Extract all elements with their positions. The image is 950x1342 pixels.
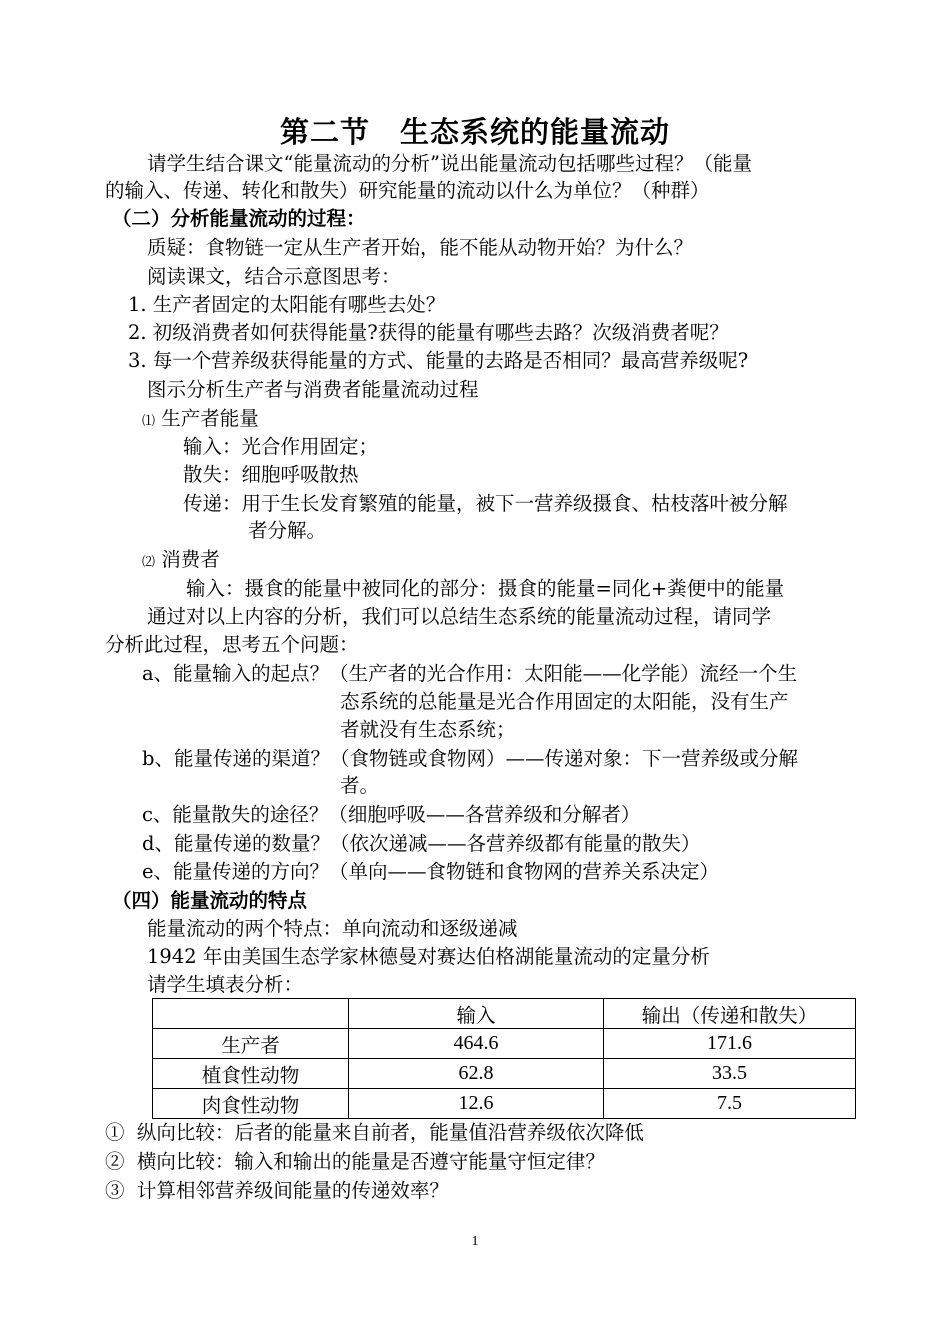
table-row bbox=[153, 1059, 856, 1089]
table-header-row bbox=[153, 999, 856, 1029]
point-e: e、能量传递的方向？（单向——食物链和食物网的营养关系决定） bbox=[142, 860, 720, 883]
note-1: ① 纵向比较：后者的能量来自前者，能量值沿营养级依次降低 bbox=[105, 1121, 644, 1144]
question-text: 质疑：食物链一定从生产者开始，能不能从动物开始？为什么？ bbox=[147, 236, 694, 259]
diagram-intro: 图示分析生产者与消费者能量流动过程 bbox=[147, 378, 479, 401]
question-3: 3. 每一个营养级获得能量的方式、能量的去路是否相同？最高营养级呢? bbox=[128, 349, 749, 372]
table-cell: 生产者 bbox=[153, 1029, 349, 1059]
study-text: 1942 年由美国生态学家林德曼对赛达伯格湖能量流动的定量分析 bbox=[147, 945, 710, 968]
section-2-heading: （二）分析能量流动的过程： bbox=[112, 207, 366, 230]
producer-transfer-2: 者分解。 bbox=[248, 519, 327, 542]
energy-table bbox=[152, 998, 856, 1119]
summary-line-2: 分析此过程，思考五个问题： bbox=[105, 633, 359, 656]
point-b-line-1: b、能量传递的渠道？（食物链或食物网）——传递对象：下一营养级或分解 bbox=[142, 747, 798, 770]
producer-input: 输入：光合作用固定； bbox=[183, 435, 379, 458]
producer-number: ⑴ bbox=[142, 414, 156, 429]
table-cell: 7.5 bbox=[604, 1089, 856, 1119]
question-2: 2. 初级消费者如何获得能量?获得的能量有哪些去路？次级消费者呢？ bbox=[128, 321, 729, 344]
producer-transfer-1: 传递：用于生长发育繁殖的能量，被下一营养级摄食、枯枝落叶被分解 bbox=[183, 492, 788, 515]
page-number: 1 bbox=[471, 1234, 479, 1249]
question-1: 1. 生产者固定的太阳能有哪些去处？ bbox=[128, 293, 446, 316]
point-a-line-1: a、能量输入的起点？（生产者的光合作用：太阳能——化学能）流经一个生 bbox=[142, 662, 798, 685]
summary-line-1: 通过对以上内容的分析，我们可以总结生态系统的能量流动过程，请同学 bbox=[147, 605, 772, 628]
table-header-cell: 输入 bbox=[349, 999, 604, 1029]
producer-heading bbox=[142, 406, 259, 435]
point-d: d、能量传递的数量？（依次递减——各营养级都有能量的散失） bbox=[142, 832, 701, 855]
reading-instruction: 阅读课文，结合示意图思考： bbox=[147, 265, 401, 288]
point-c: c、能量散失的途径？（细胞呼吸——各营养级和分解者） bbox=[142, 803, 641, 826]
consumer-input: 输入：摄食的能量中被同化的部分：摄食的能量=同化+粪便中的能量 bbox=[186, 577, 785, 600]
table-cell: 33.5 bbox=[604, 1059, 856, 1089]
table-cell: 62.8 bbox=[349, 1059, 604, 1089]
features-text: 能量流动的两个特点：单向流动和逐级递减 bbox=[147, 917, 518, 940]
table-cell: 171.6 bbox=[604, 1029, 856, 1059]
consumer-number: ⑵ bbox=[142, 555, 156, 570]
page-title: 第二节 生态系统的能量流动 bbox=[279, 115, 670, 149]
table-cell: 464.6 bbox=[349, 1029, 604, 1059]
producer-loss: 散失：细胞呼吸散热 bbox=[183, 463, 359, 486]
table-cell: 肉食性动物 bbox=[153, 1089, 349, 1119]
point-a-line-3: 者就没有生态系统； bbox=[340, 718, 516, 741]
intro-line-2: 的输入、传递、转化和散失）研究能量的流动以什么为单位？（种群） bbox=[105, 179, 710, 202]
intro-line-1: 请学生结合课文“能量流动的分析”说出能量流动包括哪些过程？（能量 bbox=[147, 152, 752, 175]
table-header-cell bbox=[153, 999, 349, 1029]
consumer-heading bbox=[142, 547, 220, 576]
section-4-heading: （四）能量流动的特点 bbox=[112, 889, 308, 912]
table-row bbox=[153, 1029, 856, 1059]
table-row bbox=[153, 1089, 856, 1119]
fill-table-instruction: 请学生填表分析： bbox=[147, 973, 304, 996]
table-cell: 植食性动物 bbox=[153, 1059, 349, 1089]
note-2: ② 横向比较：输入和输出的能量是否遵守能量守恒定律？ bbox=[105, 1150, 605, 1173]
table-cell: 12.6 bbox=[349, 1089, 604, 1119]
point-a-line-2: 态系统的总能量是光合作用固定的太阳能，没有生产 bbox=[340, 690, 789, 713]
point-b-line-2: 者。 bbox=[340, 774, 380, 797]
consumer-label: 消费者 bbox=[161, 548, 220, 571]
table-header-cell: 输出（传递和散失） bbox=[604, 999, 856, 1029]
note-3: ③ 计算相邻营养级间能量的传递效率？ bbox=[105, 1179, 449, 1202]
producer-label: 生产者能量 bbox=[161, 407, 259, 430]
